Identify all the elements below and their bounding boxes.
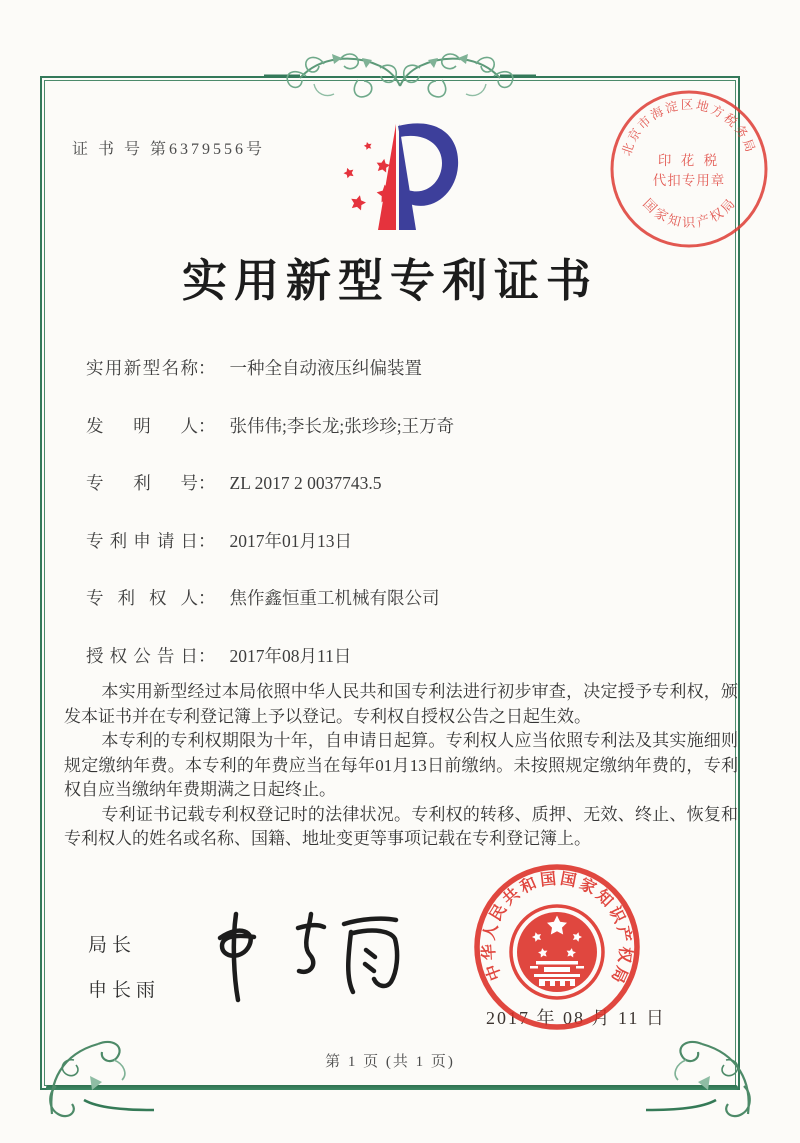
field-label: 实用新型名称	[86, 358, 198, 378]
tax-stamp-seal	[606, 86, 772, 252]
svg-text:北京市海淀区地方税务局	[619, 97, 758, 157]
field-label: 专利号	[86, 473, 198, 493]
certificate-number-value: 第6379556号	[150, 141, 266, 158]
legal-paragraph-2: 本专利的专利权期限为十年，自申请日起算。专利权人应当依照专利法及其实施细则规定缴纳年费。本专利的年费应当在每年01月13日前缴纳。未按照规定缴纳年费的，专利权自应当缴纳年费期满之日起终止。	[64, 731, 738, 799]
tax-stamp-arc-top: 北京市海淀区地方税务局	[619, 97, 759, 158]
seal-date: 2017 年 08 月 11 日	[486, 1008, 666, 1028]
field-value: 张伟伟;李长龙;张珍珍;王万奇	[229, 416, 455, 436]
field-value: 2017年08月11日	[229, 646, 352, 666]
certificate-number	[72, 136, 265, 159]
national-emblem	[511, 906, 603, 998]
field-label: 发明人	[86, 416, 198, 436]
corner-flourish-right	[630, 1030, 756, 1118]
certificate-title: 实用新型专利证书	[181, 256, 598, 306]
certificate-number-label: 证 书 号	[72, 141, 144, 158]
handwritten-signature	[198, 902, 408, 1007]
legal-text	[64, 680, 738, 852]
tax-stamp-arc-bottom: 国家知识产权局	[640, 194, 740, 231]
tax-stamp-center-line2: 代扣专用章	[652, 173, 726, 188]
field-patent-number: 专利号： ZL 2017 2 0037743.5	[86, 470, 381, 495]
official-round-seal	[472, 862, 642, 1032]
corner-flourish-left	[44, 1030, 170, 1118]
field-value: 一种全自动液压纠偏装置	[229, 358, 422, 378]
field-value: 2017年01月13日	[229, 531, 352, 551]
field-label: 授权公告日	[86, 646, 198, 666]
signature-block	[88, 930, 160, 1020]
legal-paragraph-3: 专利证书记载专利权登记时的法律状况。专利权的转移、质押、无效、终止、恢复和专利权人的姓名或名称、国籍、地址变更等事项记载在专利登记簿上。	[64, 804, 738, 848]
commissioner-title: 局长	[88, 935, 137, 956]
svg-text:国家知识产权局	[640, 194, 739, 230]
field-value: 焦作鑫恒重工机械有限公司	[229, 588, 440, 608]
tax-stamp-center-line1: 印 花 税	[657, 153, 721, 168]
field-utility-model-name: 实用新型名称： 一种全自动液压纠偏装置	[86, 355, 422, 380]
field-inventors: 发明人： 张伟伟;李长龙;张珍珍;王万奇	[86, 413, 454, 438]
dragon-flourish-ornament	[262, 46, 538, 108]
field-patentee: 专利权人： 焦作鑫恒重工机械有限公司	[86, 585, 440, 610]
field-grant-date: 授权公告日： 2017年08月11日	[86, 643, 351, 668]
legal-paragraph-1: 本实用新型经过本局依照中华人民共和国专利法进行初步审查，决定授予专利权，颁发本证书并在专利登记簿上予以登记。专利权自授权公告之日起生效。	[64, 682, 738, 726]
page-number: 第 1 页 (共 1 页)	[325, 1054, 455, 1070]
field-filing-date: 专利申请日： 2017年01月13日	[86, 528, 352, 553]
field-value: ZL 2017 2 0037743.5	[229, 473, 382, 493]
field-label: 专利申请日	[86, 531, 198, 551]
cnipa-logo	[326, 118, 478, 246]
commissioner-name: 申长雨	[88, 980, 161, 1001]
field-label: 专利权人	[86, 588, 198, 608]
seal-ring-text: 中华人民共和国国家知识产权局	[480, 870, 634, 988]
